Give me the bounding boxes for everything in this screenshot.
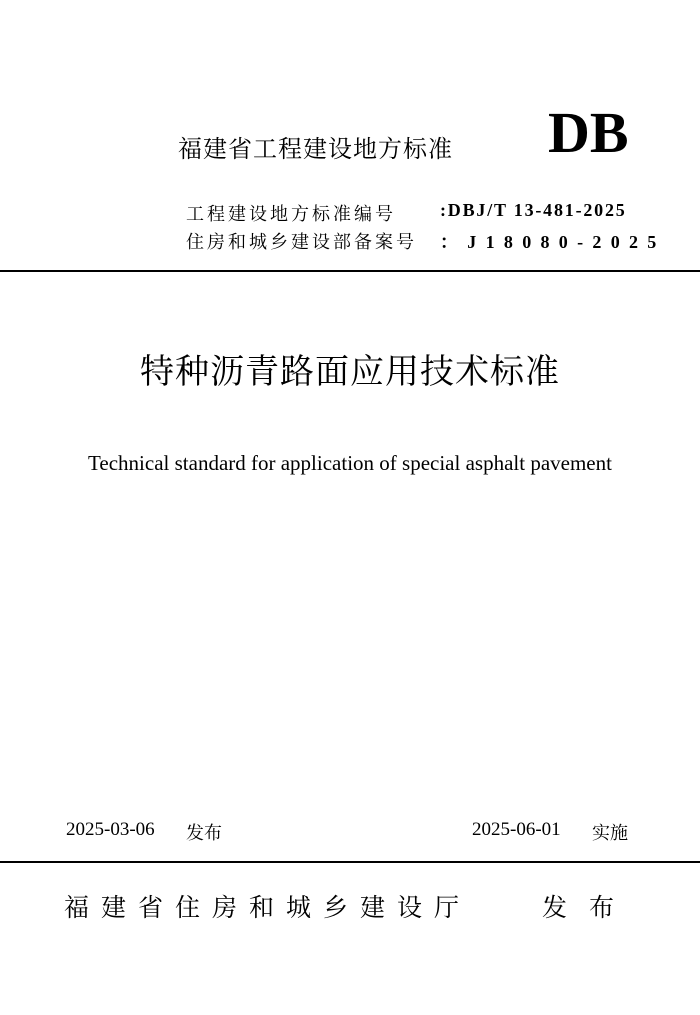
document-title-english: Technical standard for application of special asphalt pavement [88, 451, 612, 475]
record-number-value: ：J18080-2025 [440, 232, 666, 252]
standard-number-label: 工程建设地方标准编号 [186, 204, 396, 225]
standard-number-value: :DBJ/T 13-481-2025 [440, 200, 627, 220]
record-number-label: 住房和城乡建设部备案号 [186, 232, 417, 253]
top-divider [0, 270, 700, 272]
bottom-divider [0, 861, 700, 863]
publisher-name: 福建省住房和城乡建设厅 [64, 893, 472, 922]
publish-label: 发布 [542, 893, 637, 922]
issue-date: 2025-03-06 [66, 819, 155, 840]
db-logo-mark: DB [548, 100, 629, 165]
effective-label: 实施 [592, 823, 628, 844]
effective-date: 2025-06-01 [472, 819, 561, 840]
standard-category-title: 福建省工程建设地方标准 [178, 135, 453, 163]
document-title-chinese: 特种沥青路面应用技术标准 [140, 352, 560, 392]
issue-label: 发布 [186, 823, 222, 844]
